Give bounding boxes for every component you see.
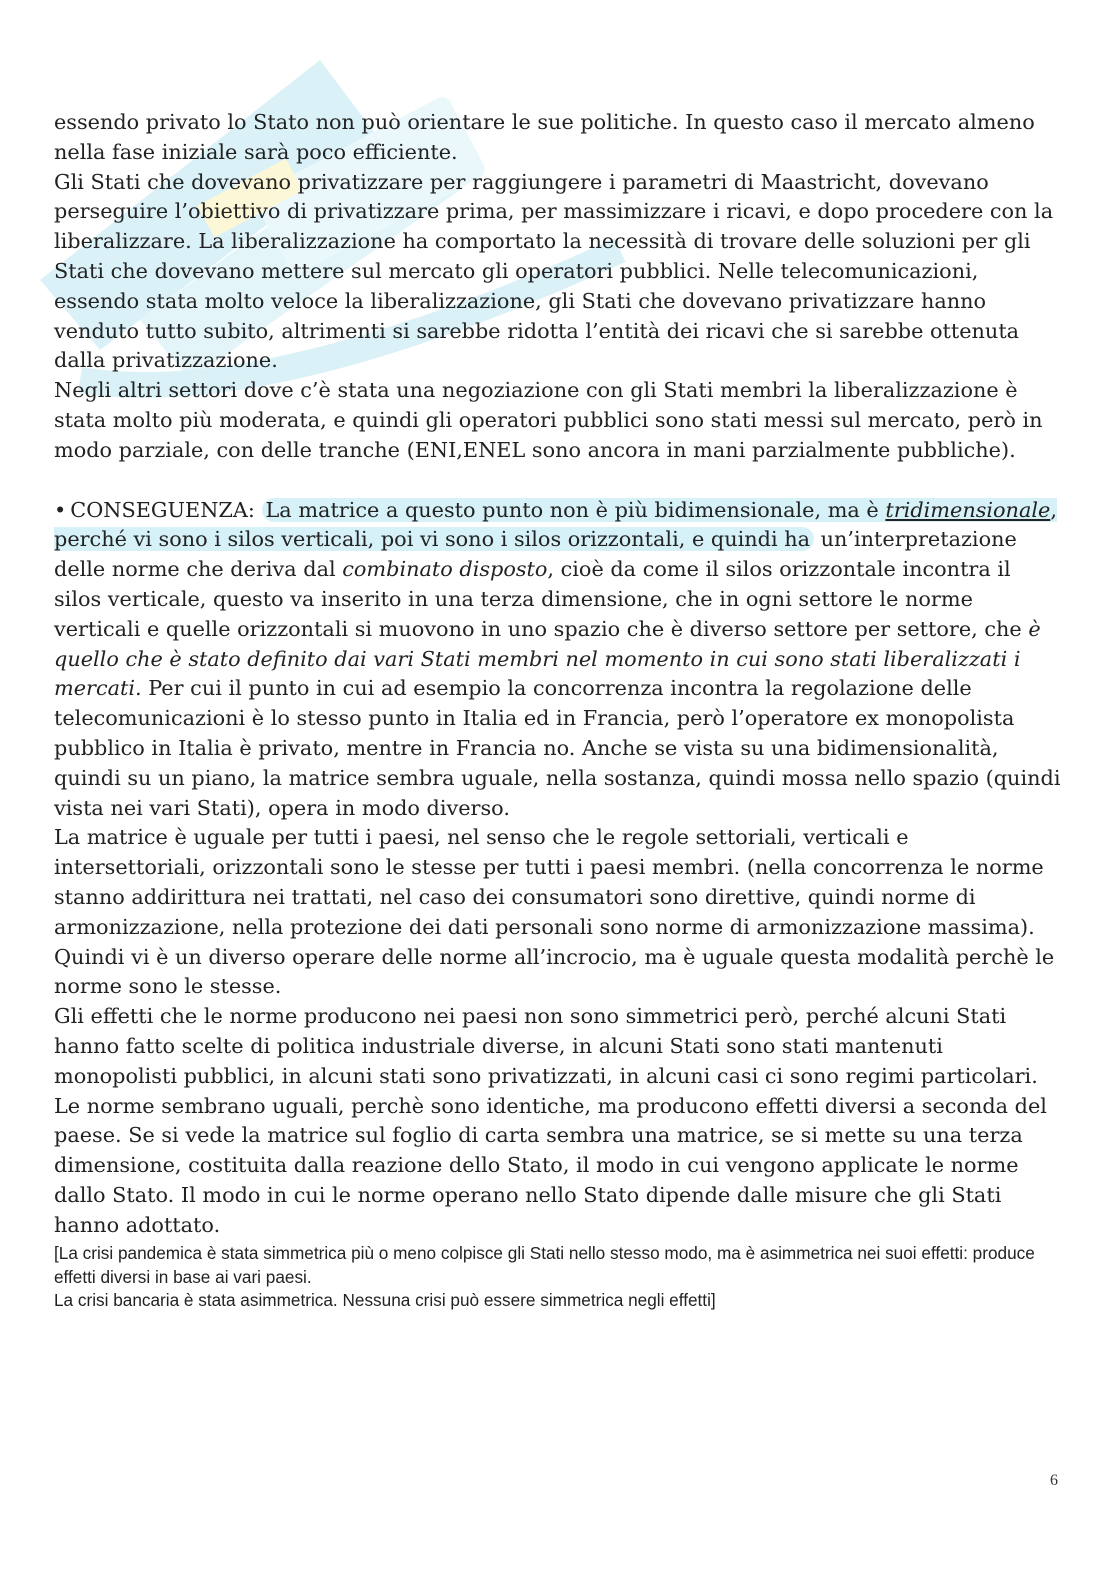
conseguenza-italic-clause: è quello che è stato definito dai vari Stati membri nel momento in cui sono stati liberalizzati i mercati [54,616,1041,701]
paragraph-3: Negli altri settori dove c’è stata una negoziazione con gli Stati membri la liberalizzazione è stata molto più moderata, e quindi gli operatori pubblici sono stati messi sul mercato, però in modo parziale, con delle tranche (ENI,ENEL sono ancora in mani parzialmente pubbliche). [54,378,1043,462]
paragraph-1: essendo privato lo Stato non può orientare le sue politiche. In questo caso il mercato almeno nella fase iniziale sarà poco efficiente. [54,110,1035,164]
note-line-2: La crisi bancaria è stata asimmetrica. Nessuna crisi può essere simmetrica negli effetti] [54,1290,716,1311]
conseguenza-text-1: un’interpretazione delle norme che deriva dal [54,527,1017,582]
highlight-part-3: , perché vi sono i silos verticali, poi vi sono i silos orizzontali, e quindi ha [54,497,1057,552]
highlight-part-1: La matrice a questo punto non è più bidimensionale, ma è [265,497,879,522]
combinato-disposto-term: combinato disposto [342,557,548,582]
bullet-icon: • [54,497,67,522]
conseguenza-text-3: . Per cui il punto in cui ad esempio la concorrenza incontra la regolazione delle telecomunicazioni è lo stesso punto in Italia ed in Francia, però l’operatore ex monopolista pubblico in Italia è privato, mentre in Francia no. Anche se vista su una bidimensionalità, quindi su un piano, la matrice sembra uguale, nella sostanza, quindi mossa nello spazio (quindi vista nei vari Stati), opera in modo diverso. [54,676,1061,820]
page-number: 6 [1050,1472,1058,1489]
conseguenza-text-2: , cioè da come il silos orizzontale incontra il silos verticale, questo va inserito in una terza dimensione, che in ogni settore le norme verticali e quelle orizzontali si muovono in uno spazio che è diverso settore per settore, che [54,557,1029,641]
note-line-1: [La crisi pandemica è stata simmetrica più o meno colpisce gli Stati nello stesso modo, ma è asimmetrica nei suoi effetti: produce effetti diversi in base ai vari paesi. [54,1243,1035,1287]
paragraph-5: La matrice è uguale per tutti i paesi, nel senso che le regole settoriali, verticali e intersettoriali, orizzontali sono le stesse per tutti i paesi membri. (nella concorrenza le norme stanno addirittura nei trattati, nel caso dei consumatori sono direttive, quindi norme di armonizzazione, nella protezione dei dati personali sono norme di armonizzazione massima). Quindi vi è un diverso operare delle norme all’incrocio, ma è uguale questa modalità perchè le norme sono le stesse. [54,825,1055,999]
page-content [54,108,1064,1313]
conseguenza-paragraph [54,496,1064,824]
paragraph-6: Gli effetti che le norme producono nei paesi non sono simmetrici però, perché alcuni Stati hanno fatto scelte di politica industriale diverse, in alcuni Stati sono stati mantenuti monopolisti pubblici, in alcuni stati sono privatizzati, in alcuni casi ci sono regimi particolari. Le norme sembrano uguali, perchè sono identiche, ma producono effetti diversi a seconda del paese. Se si vede la matrice sul foglio di carta sembra una matrice, se si mette su una terza dimensione, costituita dalla reazione dello Stato, il modo in cui vengono applicate le norme dallo Stato. Il modo in cui le norme operano nello Stato dipende dalle misure che gli Stati hanno adottato. [54,1004,1047,1237]
conseguenza-label: CONSEGUENZA: [70,497,255,522]
tridimensionale-term: tridimensionale [885,497,1051,522]
paragraph-2: Gli Stati che dovevano privatizzare per raggiungere i parametri di Maastricht, dovevano perseguire l’obiettivo di privatizzare prima, per massimizzare i ricavi, e dopo procedere con la liberalizzare. La liberalizzazione ha comportato la necessità di trovare delle soluzioni per gli Stati che dovevano mettere sul mercato gli operatori pubblici. Nelle telecomunicazioni, essendo stata molto veloce la liberalizzazione, gli Stati che dovevano privatizzare hanno venduto tutto subito, altrimenti si sarebbe ridotta l’entità dei ricavi che si sarebbe ottenuta dalla privatizzazione. [54,169,1054,373]
bracket-note [54,1242,1064,1312]
